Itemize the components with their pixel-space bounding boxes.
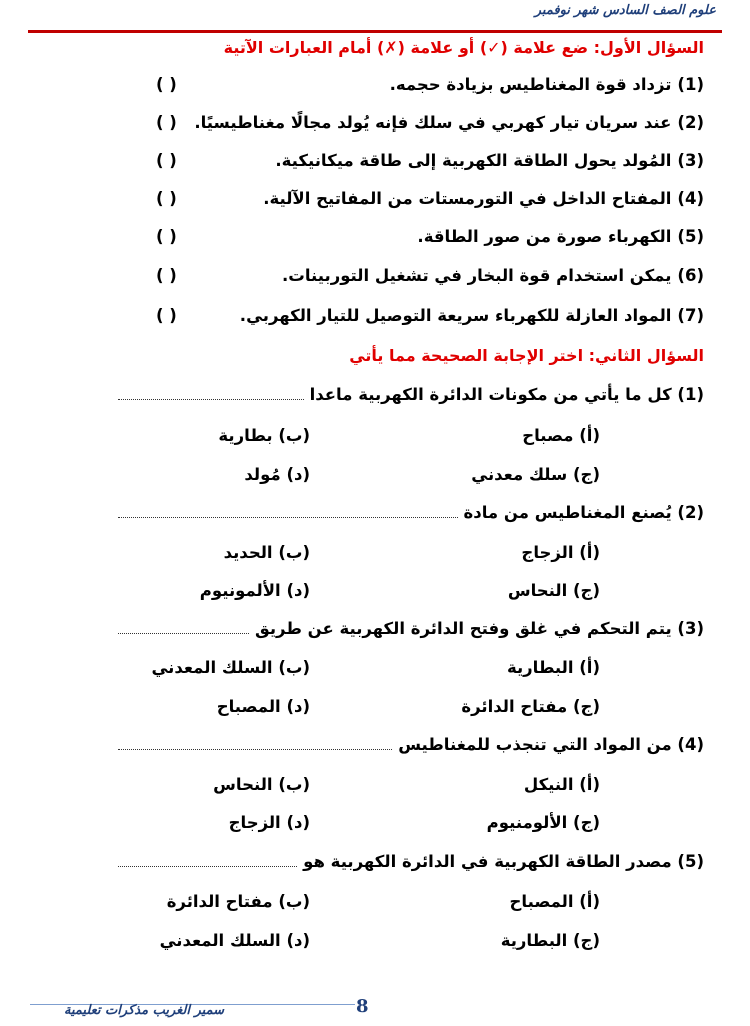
mc-stem: من المواد التي تنجذب للمغناطيس	[398, 735, 672, 754]
mc-option[interactable]: (أ) النيكل	[523, 775, 600, 794]
mc-number: (5)	[677, 852, 704, 871]
mc-stem: مصدر الطاقة الكهربية في الدائرة الكهربية هو	[303, 852, 672, 871]
mc-option[interactable]: (د) المصباح	[216, 697, 310, 716]
mc-question-2	[118, 503, 704, 533]
mc-option[interactable]: (ب) بطارية	[218, 426, 310, 445]
tf-item-3	[46, 151, 704, 181]
tf-statement: عند سريان تيار كهربي في سلك فإنه يُولد مجالًا مغناطيسيًا.	[194, 113, 672, 132]
tf-item-5	[46, 227, 704, 257]
mc-stem: كل ما يأتي من مكونات الدائرة الكهربية ماعدا	[309, 385, 672, 404]
answer-blank[interactable]	[118, 503, 458, 518]
mc-question-4	[118, 735, 704, 765]
tf-number: (3)	[677, 151, 704, 170]
answer-slot[interactable]: ( )	[156, 75, 177, 94]
mc-option[interactable]: (د) الألمونيوم	[199, 581, 310, 600]
header-title: علوم الصف السادس شهر نوفمبر	[534, 3, 716, 18]
mc-option[interactable]: (أ) مصباح	[522, 426, 600, 445]
mc-option[interactable]: (أ) الزجاج	[521, 543, 600, 562]
mc-question-5	[118, 852, 704, 882]
tf-item-2	[46, 113, 704, 143]
mc-option[interactable]: (د) الزجاج	[228, 813, 310, 832]
mc-option[interactable]: (ج) مفتاح الدائرة	[461, 697, 600, 716]
tf-number: (7)	[677, 306, 704, 325]
tf-number: (6)	[677, 266, 704, 285]
tf-item-6	[46, 266, 704, 296]
tf-item-4	[46, 189, 704, 219]
mc-number: (1)	[677, 385, 704, 404]
answer-slot[interactable]: ( )	[156, 151, 177, 170]
tf-item-1	[46, 75, 704, 105]
answer-slot[interactable]: ( )	[156, 189, 177, 208]
answer-slot[interactable]: ( )	[156, 306, 177, 325]
tf-item-7	[46, 306, 704, 336]
q2-heading: السؤال الثاني: اختر الإجابة الصحيحة مما يأتي	[349, 346, 704, 365]
page-number: 8	[356, 996, 369, 1017]
mc-number: (2)	[677, 503, 704, 522]
tf-number: (4)	[677, 189, 704, 208]
mc-option[interactable]: (ب) الحديد	[223, 543, 310, 562]
tf-statement: تزداد قوة المغناطيس بزيادة حجمه.	[389, 75, 672, 94]
tf-statement: الكهرباء صورة من صور الطاقة.	[417, 227, 672, 246]
tf-number: (5)	[677, 227, 704, 246]
tf-statement: المفتاح الداخل في التورمستات من المفاتيح الآلية.	[263, 189, 672, 208]
page-header	[28, 0, 722, 33]
mc-option[interactable]: (ب) مفتاح الدائرة	[166, 892, 310, 911]
mc-option[interactable]: (ب) السلك المعدني	[151, 658, 310, 677]
q1-heading: السؤال الأول: ضع علامة (✓) أو علامة (✗) أمام العبارات الآتية	[223, 38, 704, 57]
answer-blank[interactable]	[118, 852, 297, 867]
tf-statement: يمكن استخدام قوة البخار في تشغيل التوربينات.	[282, 266, 672, 285]
mc-number: (3)	[677, 619, 704, 638]
mc-option[interactable]: (د) مُولد	[244, 465, 310, 484]
mc-question-3	[118, 619, 704, 649]
footer-credit: سمير الغريب مذكرات تعليمية	[64, 1003, 225, 1018]
answer-slot[interactable]: ( )	[156, 227, 177, 246]
mc-option[interactable]: (ب) النحاس	[213, 775, 310, 794]
answer-slot[interactable]: ( )	[156, 113, 177, 132]
tf-statement: المُولد يحول الطاقة الكهربية إلى طاقة ميكانيكية.	[275, 151, 672, 170]
mc-question-1	[118, 385, 704, 415]
mc-option[interactable]: (أ) البطارية	[506, 658, 600, 677]
mc-option[interactable]: (د) السلك المعدني	[159, 931, 310, 950]
mc-option[interactable]: (ج) البطارية	[500, 931, 600, 950]
tf-number: (1)	[677, 75, 704, 94]
mc-stem: يتم التحكم في غلق وفتح الدائرة الكهربية عن طريق	[254, 619, 672, 638]
mc-number: (4)	[677, 735, 704, 754]
mc-option[interactable]: (ج) النحاس	[507, 581, 600, 600]
answer-blank[interactable]	[118, 735, 392, 750]
tf-statement: المواد العازلة للكهرباء سريعة التوصيل للتيار الكهربي.	[239, 306, 672, 325]
tf-number: (2)	[677, 113, 704, 132]
answer-slot[interactable]: ( )	[156, 266, 177, 285]
mc-option[interactable]: (ج) الألومنيوم	[486, 813, 600, 832]
answer-blank[interactable]	[118, 619, 249, 634]
mc-option[interactable]: (أ) المصباح	[509, 892, 600, 911]
mc-stem: يُصنع المغناطيس من مادة	[463, 503, 672, 522]
answer-blank[interactable]	[118, 385, 304, 400]
mc-option[interactable]: (ج) سلك معدني	[471, 465, 600, 484]
